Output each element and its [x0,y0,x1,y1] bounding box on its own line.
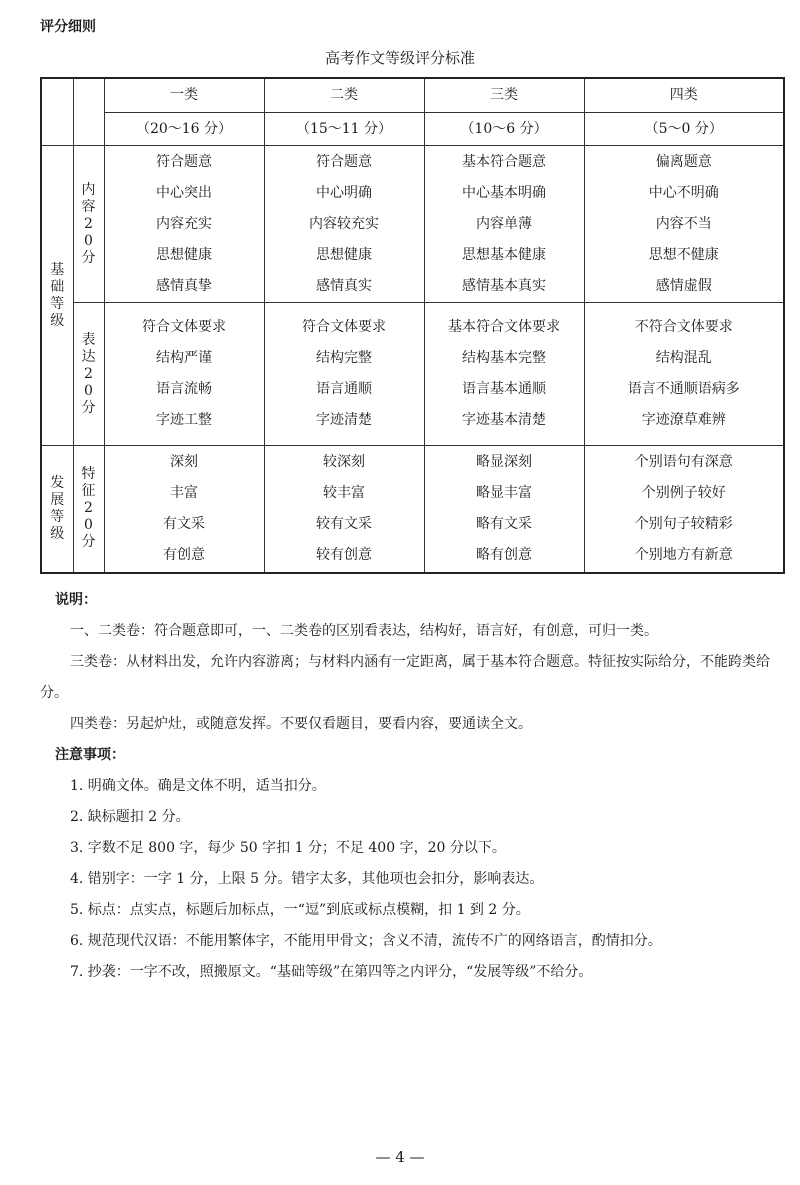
criterion: 个别地方有新意 [634,546,733,563]
criterion: 语言基本通顺 [462,381,546,397]
criterion: 深刻 [170,453,198,470]
criterion: 有文采 [163,515,205,532]
criterion: 较丰富 [323,484,365,501]
attention-heading: 注意事项： [55,747,125,763]
criterion: 偏离题意 [655,153,712,170]
criterion: 结构严谨 [156,350,212,366]
criterion: 有创意 [163,546,205,563]
criterion: 内容较充实 [309,215,379,232]
attention-item: 6. 规范现代汉语：不能用繁体字，不能用甲骨文；含义不清，流传不广的网络语言，酌情扣分。 [70,933,662,949]
criterion: 中心不明确 [648,184,719,201]
criterion: 字迹基本清楚 [462,412,546,428]
criterion: 不符合文体要求 [634,319,733,335]
criterion: 结构完整 [316,350,372,366]
document-title: 高考作文等级评分标准 [324,49,475,67]
corner-cell [41,78,73,146]
criterion: 符合题意 [156,153,212,170]
criterion: 较有文采 [316,515,372,532]
section-label: 基础等级 [50,261,65,329]
criterion: 结构基本完整 [462,350,546,366]
content-criteria-row [41,146,784,303]
criteria-cell [424,146,584,303]
grade-range: （15～11 分） [264,113,424,146]
criterion: 思想健康 [316,246,372,263]
row-label: 特征20分 [81,466,96,551]
criterion: 略显深刻 [476,453,532,470]
corner-cell [73,78,104,146]
criteria-cell [104,446,264,573]
row-label-cell [73,446,104,573]
notes-paragraph: 一、二类卷：符合题意即可，一、二类卷的区别看表达，结构好，语言好，有创意，可归一类。 [70,623,658,639]
criterion: 较有创意 [316,546,372,563]
notes-section [40,585,785,988]
criteria-cell [584,146,784,303]
grade-range: （10～6 分） [424,113,584,146]
attention-item: 5. 标点：点实点，标题后加标点，一“逗”到底或标点模糊，扣 1 到 2 分。 [70,902,530,918]
criterion: 符合文体要求 [302,319,386,335]
criterion: 个别例子较好 [641,484,726,501]
grade-range: （20～16 分） [104,113,264,146]
criteria-cell [264,446,424,573]
criterion: 结构混乱 [655,350,712,366]
criterion: 字迹清楚 [316,412,372,428]
feature-criteria-row [41,446,784,573]
criterion: 字迹潦草难辨 [641,412,726,428]
grade-name-row [41,78,784,113]
criterion: 感情真实 [316,277,372,294]
attention-item: 1. 明确文体。确是文体不明，适当扣分。 [70,778,326,794]
criterion: 中心突出 [156,184,212,201]
criterion: 感情真挚 [156,277,212,294]
attention-item: 7. 抄袭：一字不改，照搬原文。“基础等级”在第四等之内评分，“发展等级”不给分。 [70,964,593,980]
section-label: 发展等级 [50,474,65,542]
criterion: 较深刻 [323,453,365,470]
criteria-cell [104,146,264,303]
criteria-cell [424,446,584,573]
criterion: 基本符合文体要求 [448,319,560,335]
criterion: 符合文体要求 [142,319,226,335]
page-number: — 4 — [375,1148,425,1166]
criterion: 内容单薄 [476,215,532,232]
grade-name: 三类 [424,78,584,113]
criterion: 略有文采 [476,515,532,532]
criteria-cell [424,303,584,446]
criterion: 个别语句有深意 [634,453,733,470]
criterion: 感情基本真实 [462,277,546,294]
criterion: 中心基本明确 [462,184,546,201]
grade-name: 一类 [104,78,264,113]
notes-heading: 说明： [55,592,97,608]
row-label: 内容20分 [81,181,96,266]
criterion: 思想不健康 [648,246,719,263]
grading-standard-table [40,77,785,574]
criterion: 语言流畅 [156,381,212,397]
grade-name: 二类 [264,78,424,113]
criteria-cell [584,446,784,573]
criterion: 思想健康 [156,246,212,263]
criterion: 感情虚假 [655,277,712,294]
criterion: 内容不当 [655,215,712,232]
criterion: 字迹工整 [156,412,212,428]
criteria-cell [584,303,784,446]
criterion: 思想基本健康 [462,246,546,263]
attention-item: 4. 错别字：一字 1 分，上限 5 分。错字太多，其他项也会扣分，影响表达。 [70,871,544,887]
section-header-label: 评分细则 [40,19,96,35]
attention-item: 2. 缺标题扣 2 分。 [70,809,190,825]
criteria-cell [264,303,424,446]
criterion: 略有创意 [476,546,532,563]
grade-name: 四类 [584,78,784,113]
criterion: 基本符合题意 [462,153,546,170]
criteria-cell [264,146,424,303]
section-label-cell [41,446,73,573]
criteria-cell [104,303,264,446]
row-label: 表达20分 [81,331,96,416]
row-label-cell [73,303,104,446]
criterion: 符合题意 [316,153,372,170]
attention-item: 3. 字数不足 800 字，每少 50 字扣 1 分；不足 400 字，20 分以下。 [70,840,506,856]
grade-range-row [41,113,784,146]
criterion: 个别句子较精彩 [634,515,733,532]
criterion: 丰富 [170,484,198,501]
grade-range: （5～0 分） [584,113,784,146]
row-label-cell [73,146,104,303]
criterion: 语言通顺 [316,381,372,397]
expression-criteria-row [41,303,784,446]
criterion: 中心明确 [316,184,372,201]
notes-paragraph: 四类卷：另起炉灶，或随意发挥。不要仅看题目，要看内容，要通读全文。 [70,716,532,732]
notes-paragraph: 三类卷：从材料出发，允许内容游离；与材料内涵有一定距离，属于基本符合题意。特征按实际给分，不能跨类给分。 [40,654,770,701]
criterion: 语言不通顺语病多 [627,381,740,397]
section-label-cell [41,146,73,446]
criterion: 略显丰富 [476,484,532,501]
criterion: 内容充实 [156,215,212,232]
